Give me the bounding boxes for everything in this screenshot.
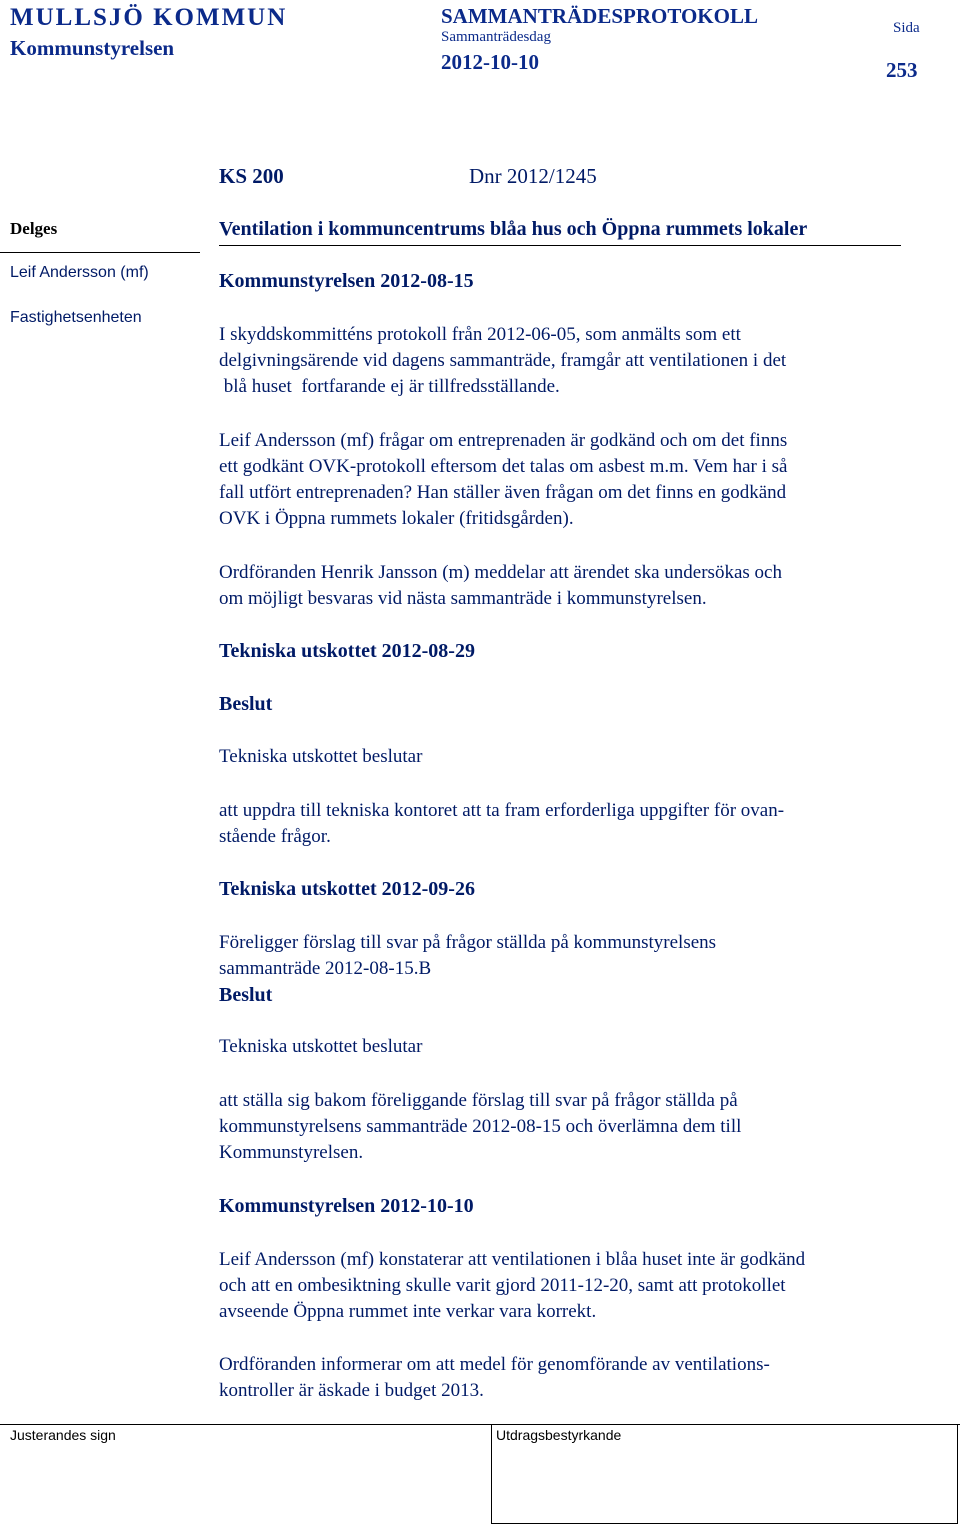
case-title: Ventilation i kommuncentrums blåa hus och Öppna rummets lokaler <box>219 218 808 240</box>
case-dnr: Dnr 2012/1245 <box>469 164 597 188</box>
paragraph-line: OVK i Öppna rummets lokaler (fritidsgården). <box>219 508 574 529</box>
decision-heading: Beslut <box>219 693 273 715</box>
paragraph-line: Kommunstyrelsen. <box>219 1142 364 1163</box>
case-title-underline <box>219 245 901 246</box>
document-type: SAMMANTRÄDESPROTOKOLL <box>441 4 758 28</box>
sidebar-label-delges: Delges <box>10 219 58 238</box>
paragraph-line: om möjligt besvaras vid nästa sammanträde i kommunstyrelsen. <box>219 588 707 609</box>
footer-certification-label: Utdragsbestyrkande <box>496 1427 622 1443</box>
meeting-date: 2012-10-10 <box>441 50 539 74</box>
municipality-name: MULLSJÖ KOMMUN <box>10 4 288 31</box>
paragraph-line: stående frågor. <box>219 826 331 847</box>
paragraph-line: kommunstyrelsens sammanträde 2012-08-15 och överlämna dem till <box>219 1116 742 1137</box>
paragraph-line: Föreligger förslag till svar på frågor ställda på kommunstyrelsens <box>219 932 717 953</box>
paragraph-line: I skyddskommitténs protokoll från 2012-06-05, som anmälts som ett <box>219 324 741 345</box>
decision-intro: Tekniska utskottet beslutar <box>219 746 423 767</box>
sidebar-recipient: Leif Andersson (mf) <box>10 264 149 281</box>
footer-signature-label: Justerandes sign <box>10 1427 116 1443</box>
decision-heading: Beslut <box>219 984 273 1006</box>
paragraph-line: Leif Andersson (mf) frågar om entreprenaden är godkänd och om det finns <box>219 430 788 451</box>
section-heading: Kommunstyrelsen 2012-10-10 <box>219 1195 474 1217</box>
page-number: 253 <box>886 58 918 82</box>
paragraph <box>219 1247 919 1325</box>
paragraph-line: att ställa sig bakom föreliggande förslag till svar på frågor ställda på <box>219 1090 738 1111</box>
paragraph-line: Leif Andersson (mf) konstaterar att ventilationen i blåa huset inte är godkänd <box>219 1249 806 1270</box>
section-heading: Kommunstyrelsen 2012-08-15 <box>219 270 474 292</box>
paragraph-line: fall utfört entreprenaden? Han ställer även frågan om det finns en godkänd <box>219 482 787 503</box>
paragraph <box>219 322 919 400</box>
paragraph-line: Ordföranden Henrik Jansson (m) meddelar att ärendet ska undersökas och <box>219 562 782 583</box>
footer-bottom-rule <box>491 1523 958 1524</box>
paragraph-line: kontroller är äskade i budget 2013. <box>219 1380 484 1401</box>
section-heading: Tekniska utskottet 2012-09-26 <box>219 878 475 900</box>
paragraph-line: avseende Öppna rummet inte verkar vara korrekt. <box>219 1301 597 1322</box>
decision-intro: Tekniska utskottet beslutar <box>219 1036 423 1057</box>
footer-top-rule <box>0 1424 960 1425</box>
paragraph-line: och att en ombesiktning skulle varit gjord 2011-12-20, samt att protokollet <box>219 1275 786 1296</box>
meeting-date-label: Sammanträdesdag <box>441 29 551 45</box>
decision-text <box>219 798 919 850</box>
paragraph-line: att uppdra till tekniska kontoret att ta fram erforderliga uppgifter för ovan- <box>219 800 785 821</box>
paragraph <box>219 930 919 982</box>
committee-name: Kommunstyrelsen <box>10 36 175 60</box>
footer-right-edge <box>957 1424 958 1524</box>
paragraph-line: blå huset fortfarande ej är tillfredsställande. <box>219 376 560 397</box>
paragraph-line: Ordföranden informerar om att medel för genomförande av ventilations- <box>219 1354 770 1375</box>
paragraph <box>219 1352 919 1404</box>
paragraph-line: sammanträde 2012-08-15.B <box>219 958 432 979</box>
section-heading: Tekniska utskottet 2012-08-29 <box>219 640 475 662</box>
paragraph <box>219 560 919 612</box>
paragraph-line: delgivningsärende vid dagens sammanträde, framgår att ventilationen i det <box>219 350 787 371</box>
paragraph <box>219 428 919 532</box>
paragraph-line: ett godkänt OVK-protokoll eftersom det talas om asbest m.m. Vem har i så <box>219 456 788 477</box>
footer-divider <box>491 1424 492 1524</box>
case-number: KS 200 <box>219 164 284 188</box>
sidebar-recipient: Fastighetsenheten <box>10 309 142 326</box>
sidebar-divider <box>0 252 200 253</box>
page-label: Sida <box>893 20 920 36</box>
decision-text <box>219 1088 919 1166</box>
